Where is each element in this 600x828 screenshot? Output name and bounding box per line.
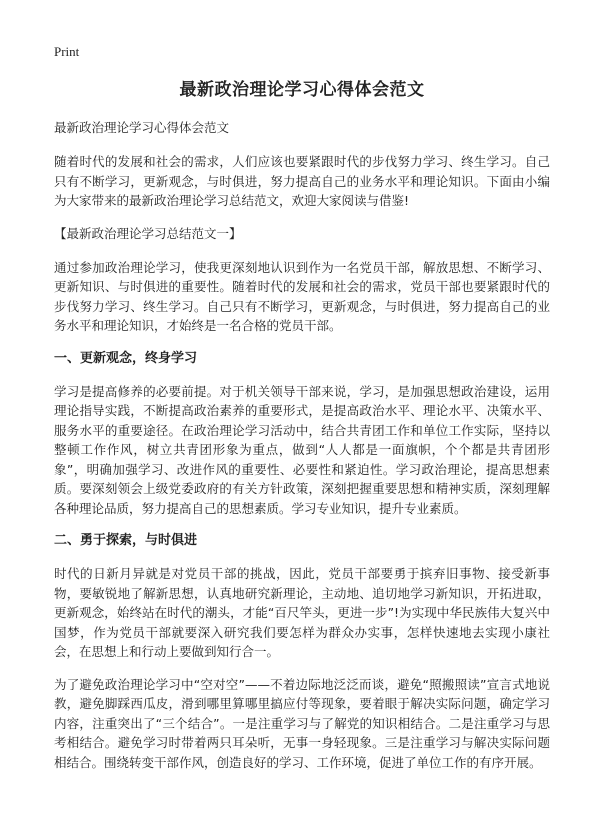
article <box>54 78 550 785</box>
section-2-paragraph-1: 时代的日新月异就是对党员干部的挑战，因此，党员干部要勇于摈弃旧事物、接受新事物，要敏锐地了解新思想，认真地研究新理论，主动地、追切地学习新知识，开拓进取，更新观念，始终站在时代的潮头，才能“百尺竿头，更进一步”!为实现中华民族伟大复兴中国梦，作为党员干部就要深入研究我们要怎样为群众办实事，怎样快速地去实现小康社会，在思想上和行动上要做到知行合一。 <box>54 566 550 659</box>
page-title: 最新政治理论学习心得体会范文 <box>179 80 425 100</box>
paragraph-1: 通过参加政治理论学习，使我更深刻地认识到作为一名党员干部，解放思想、不断学习、更新知识、与时俱进的重要性。随着时代的发展和社会的需求，党员干部也要紧跟时代的步伐努力学习、终生学习。自己只有不断学习，更新观念，与时俱进，努力提高自己的业务水平和理论知识，才始终是一名合格的党员干部。 <box>54 259 550 333</box>
article-subtitle: 最新政治理论学习心得体会范文 <box>54 120 230 135</box>
section-2-heading: 二、勇于探索，与时俱进 <box>54 533 198 548</box>
print-link[interactable]: Print <box>54 44 80 59</box>
section-2-paragraph-2: 为了避免政治理论学习中“空对空”——不着边际地泛泛而谈，避免“照搬照读”宣言式地说教，避免脚踩西瓜皮，滑到哪里算哪里搞应付等现象，要着眼于解决实际问题，确定学习内容，注重突出了“三个结合”。一是注重学习与了解党的知识相结合。二是注重学习与思考相结合。避免学习时带着两只耳朵听，无事一身轻现象。三是注重学习与解决实际问题相结合。围绕转变干部作风，创造良好的学习、工作环境，促进了单位工作的有序开展。 <box>54 676 550 770</box>
intro-paragraph: 随着时代的发展和社会的需求，人们应该也要紧跟时代的步伐努力学习、终生学习。自己只有不断学习，更新观念，与时俱进，努力提高自己的业务水平和理论知识。下面由小编为大家带来的最新政治理论学习总结范文，欢迎大家阅读与借鉴! <box>54 154 550 208</box>
bracket-heading: 【最新政治理论学习总结范文一】 <box>54 225 242 241</box>
section-1-heading: 一、更新观念，终身学习 <box>54 350 198 366</box>
section-1-paragraph: 学习是提高修养的必要前提。对于机关领导干部来说，学习，是加强思想政治建设，运用理论指导实践，不断提高政治素养的重要形式，是提高政治水平、理论水平、决策水平、服务水平的重要途径。在政治理论学习活动中，结合共青团工作和单位工作实际，坚持以整顿工作作风，树立共青团形象为重点，做到“人人都是一面旗帜，个个都是共青团形象”，明确加强学习、改进作风的重要性、必要性和紧迫性。学习政治理论，提高思想素质。要深刻领会上级党委政府的有关方针政策，深刻把握重要思想和精神实质，深刻理解各种理论品质，努力提高自己的思想素质。学习专业知识，提升专业素质。 <box>54 383 550 516</box>
